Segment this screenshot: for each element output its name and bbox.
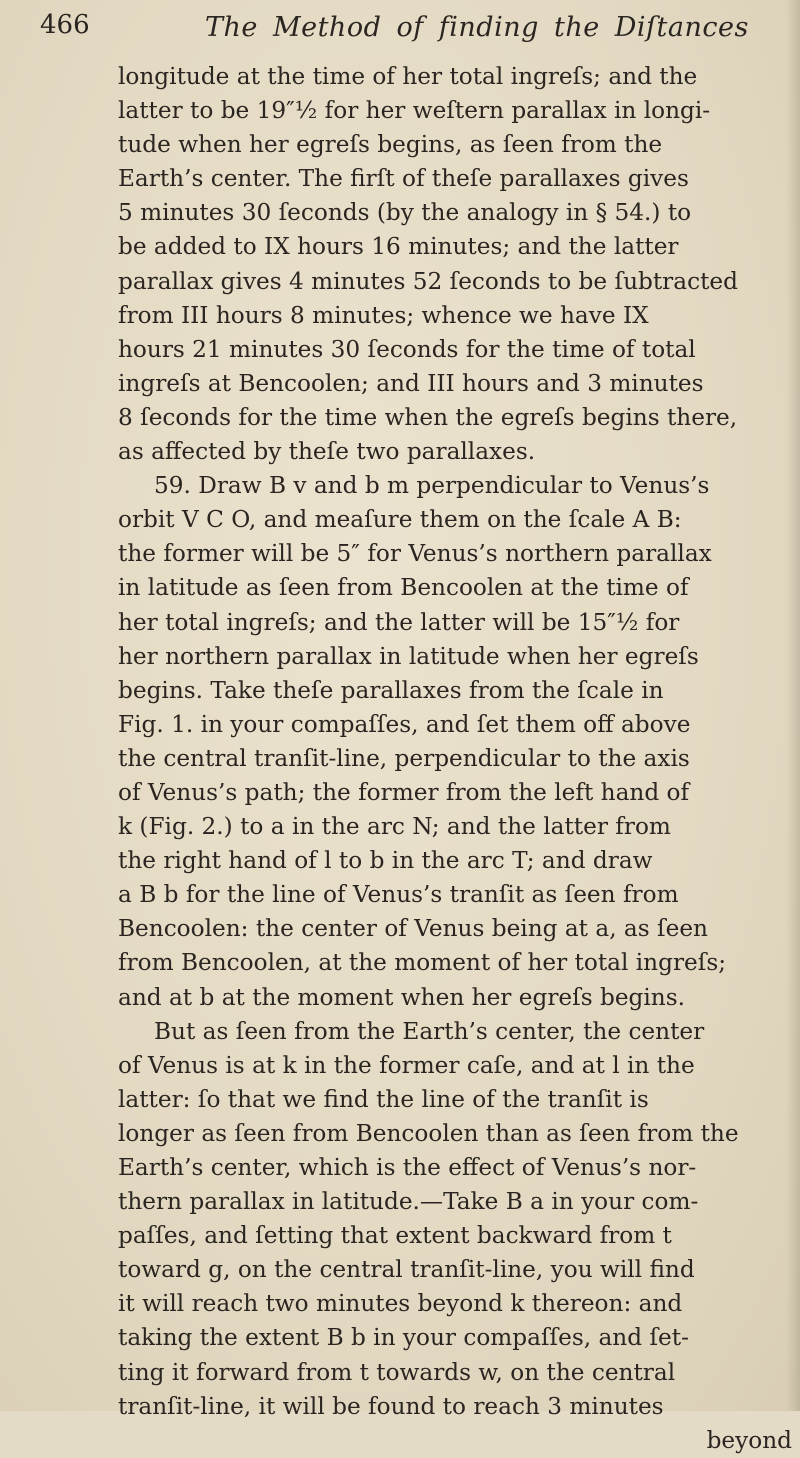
text-line: the former will be 5″ for Venus’s northern parallax bbox=[118, 540, 712, 568]
text-line: of Venus is at k in the former caſe, and at l in the bbox=[118, 1051, 695, 1079]
running-head: The Method of finding the Diſtances bbox=[205, 12, 749, 43]
text-line: the central tranſit-line, perpendicular to the axis bbox=[118, 744, 690, 772]
text-line: tranſit-line, it will be found to reach 3 minutes bbox=[118, 1392, 664, 1420]
text-line: a B b for the line of Venus’s tranſit as ſeen from bbox=[118, 881, 679, 909]
text-line: ting it forward from t towards w, on the central bbox=[118, 1358, 676, 1386]
catchword: beyond bbox=[706, 1426, 792, 1454]
text-line: Earth’s center, which is the effect of Venus’s nor- bbox=[118, 1154, 697, 1181]
body-text bbox=[118, 60, 800, 1458]
text-line: and at b at the moment when her egreſs begins. bbox=[118, 983, 686, 1011]
text-line: latter: ſo that we find the line of the tranſit is bbox=[118, 1085, 649, 1113]
text-line: be added to IX hours 16 minutes; and the latter bbox=[118, 233, 679, 261]
text-line: begins. Take theſe parallaxes from the ſcale in bbox=[118, 676, 664, 704]
text-line: thern parallax in latitude.—Take B a in your com- bbox=[118, 1188, 699, 1216]
text-line: of Venus’s path; the former from the left hand of bbox=[118, 778, 690, 806]
text-line: from Bencoolen, at the moment of her total ingreſs; bbox=[118, 949, 727, 977]
text-line: 8 ſeconds for the time when the egreſs begins there, bbox=[118, 403, 738, 431]
text-line: latter to be 19″½ for her weſtern parallax in longi- bbox=[118, 97, 711, 125]
text-line: in latitude as ſeen from Bencoolen at the time of bbox=[118, 574, 689, 602]
text-line: Earth’s center. The firſt of theſe parallaxes gives bbox=[118, 165, 689, 193]
page-gutter-shadow bbox=[786, 0, 800, 1411]
text-line: her northern parallax in latitude when her egreſs bbox=[118, 642, 699, 670]
text-line: Bencoolen: the center of Venus being at a, as ſeen bbox=[118, 915, 708, 943]
text-line: tude when her egreſs begins, as ſeen from the bbox=[118, 131, 663, 159]
text-line: it will reach two minutes beyond k thereon: and bbox=[118, 1290, 683, 1318]
text-line: paſſes, and ſetting that extent backward from t bbox=[118, 1222, 672, 1250]
text-line: taking the extent B b in your compaſſes, and ſet- bbox=[118, 1324, 689, 1352]
text-line: the right hand of l to b in the arc T; and draw bbox=[118, 847, 653, 875]
text-line: her total ingreſs; and the latter will be 15″½ for bbox=[118, 608, 680, 636]
text-line: k (Fig. 2.) to a in the arc N; and the latter from bbox=[118, 813, 671, 841]
text-line: as affected by theſe two parallaxes. bbox=[118, 438, 536, 466]
text-line: Fig. 1. in your compaſſes, and ſet them off above bbox=[118, 710, 691, 738]
text-line: orbit V C O, and meaſure them on the ſcale A B: bbox=[118, 506, 682, 534]
page-number: 466 bbox=[40, 10, 90, 40]
text-line: parallax gives 4 minutes 52 ſeconds to be ſubtracted bbox=[118, 267, 738, 295]
text-line: from III hours 8 minutes; whence we have IX bbox=[118, 301, 649, 329]
paragraph-start-line: 59. Draw B v and b m perpendicular to Venus’s bbox=[154, 472, 710, 500]
paragraph-start-line: But as ſeen from the Earth’s center, the center bbox=[154, 1017, 705, 1045]
text-line: longitude at the time of her total ingreſs; and the bbox=[118, 63, 698, 90]
text-line: hours 21 minutes 30 ſeconds for the time of total bbox=[118, 335, 696, 363]
text-line: longer as ſeen from Bencoolen than as ſeen from the bbox=[118, 1119, 739, 1147]
text-line: ingreſs at Bencoolen; and III hours and 3 minutes bbox=[118, 369, 704, 397]
text-line: toward g, on the central tranſit-line, you will find bbox=[118, 1256, 695, 1284]
text-line: 5 minutes 30 ſeconds (by the analogy in § 54.) to bbox=[118, 199, 692, 227]
